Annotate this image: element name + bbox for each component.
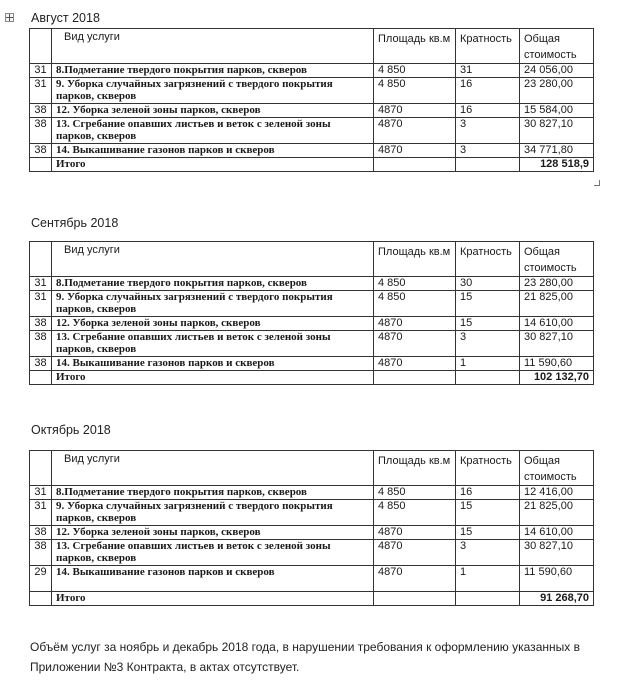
row-cost: 23 280,00 (520, 277, 594, 291)
row-service: 12. Уборка зеленой зоны парков, скверов (52, 526, 374, 540)
total-num-cell (30, 592, 52, 606)
row-service: 9. Уборка случайных загрязнений с твердого покрытия парков, скверов (52, 291, 374, 317)
period-title-october: Октябрь 2018 (31, 423, 111, 437)
total-row (30, 371, 594, 385)
total-label: Итого (52, 592, 374, 606)
row-area: 4 850 (374, 291, 456, 317)
row-num: 38 (30, 526, 52, 540)
row-service: 13. Сгребание опавших листьев и веток с зеленой зоны парков, скверов (52, 118, 374, 144)
total-row (30, 158, 594, 172)
row-area: 4870 (374, 526, 456, 540)
table-row (30, 500, 594, 526)
header-cost: Общая стоимость (520, 242, 594, 277)
header-service: Вид услуги (52, 29, 374, 64)
row-service: 12. Уборка зеленой зоны парков, скверов (52, 317, 374, 331)
row-service: 8.Подметание твердого покрытия парков, скверов (52, 486, 374, 500)
row-service: 14. Выкашивание газонов парков и скверов (52, 566, 374, 592)
row-area: 4870 (374, 317, 456, 331)
total-label: Итого (52, 371, 374, 385)
table-row (30, 277, 594, 291)
header-num-cell (30, 451, 52, 486)
table-row (30, 526, 594, 540)
header-area: Площадь кв.м (374, 451, 456, 486)
total-value: 102 132,70 (520, 371, 594, 385)
header-multiplicity: Кратность (456, 242, 520, 277)
row-num: 38 (30, 104, 52, 118)
total-value: 91 268,70 (520, 592, 594, 606)
row-cost: 12 416,00 (520, 486, 594, 500)
table-row (30, 64, 594, 78)
row-multiplicity: 15 (456, 291, 520, 317)
total-row (30, 592, 594, 606)
row-num: 31 (30, 64, 52, 78)
total-mult-cell (456, 592, 520, 606)
row-multiplicity: 15 (456, 500, 520, 526)
row-multiplicity: 3 (456, 118, 520, 144)
row-cost: 21 825,00 (520, 291, 594, 317)
header-area: Площадь кв.м (374, 29, 456, 64)
row-cost: 23 280,00 (520, 78, 594, 104)
row-num: 31 (30, 291, 52, 317)
table-row (30, 104, 594, 118)
row-multiplicity: 3 (456, 331, 520, 357)
table-row (30, 331, 594, 357)
row-cost: 30 827,10 (520, 118, 594, 144)
row-service: 9. Уборка случайных загрязнений с твердого покрытия парков, скверов (52, 78, 374, 104)
row-num: 31 (30, 486, 52, 500)
row-multiplicity: 16 (456, 78, 520, 104)
row-multiplicity: 16 (456, 104, 520, 118)
row-num: 38 (30, 118, 52, 144)
row-multiplicity: 31 (456, 64, 520, 78)
row-num: 38 (30, 540, 52, 566)
total-num-cell (30, 371, 52, 385)
row-area: 4 850 (374, 78, 456, 104)
row-num: 38 (30, 144, 52, 158)
row-area: 4870 (374, 144, 456, 158)
header-area: Площадь кв.м (374, 242, 456, 277)
row-cost: 30 827,10 (520, 331, 594, 357)
total-area-cell (374, 371, 456, 385)
row-area: 4870 (374, 118, 456, 144)
row-area: 4870 (374, 104, 456, 118)
row-cost: 14 610,00 (520, 526, 594, 540)
table-row (30, 486, 594, 500)
row-area: 4870 (374, 540, 456, 566)
row-multiplicity: 30 (456, 277, 520, 291)
services-table-september (29, 241, 594, 385)
header-cost: Общая стоимость (520, 451, 594, 486)
header-num-cell (30, 242, 52, 277)
total-label: Итого (52, 158, 374, 172)
row-area: 4870 (374, 357, 456, 371)
total-area-cell (374, 158, 456, 172)
row-multiplicity: 15 (456, 526, 520, 540)
row-service: 8.Подметание твердого покрытия парков, скверов (52, 64, 374, 78)
row-area: 4 850 (374, 277, 456, 291)
row-area: 4870 (374, 566, 456, 592)
row-service: 13. Сгребание опавших листьев и веток с зеленой зоны парков, скверов (52, 540, 374, 566)
row-num: 38 (30, 317, 52, 331)
table-header-row (30, 451, 594, 486)
footnote-text: Объём услуг за ноябрь и декабрь 2018 года, в нарушении требования к оформлению указанных в Приложении №3 Контракта, в актах отсутствует. (30, 640, 580, 674)
table-row (30, 291, 594, 317)
total-value: 128 518,9 (520, 158, 594, 172)
header-multiplicity: Кратность (456, 29, 520, 64)
row-service: 14. Выкашивание газонов парков и скверов (52, 357, 374, 371)
row-area: 4 850 (374, 64, 456, 78)
row-num: 31 (30, 78, 52, 104)
services-table-august (29, 28, 594, 172)
row-multiplicity: 16 (456, 486, 520, 500)
table-row (30, 118, 594, 144)
header-service: Вид услуги (52, 242, 374, 277)
row-multiplicity: 1 (456, 357, 520, 371)
table-row (30, 78, 594, 104)
table-row (30, 357, 594, 371)
header-multiplicity: Кратность (456, 451, 520, 486)
row-cost: 34 771,80 (520, 144, 594, 158)
header-num-cell (30, 29, 52, 64)
row-cost: 15 584,00 (520, 104, 594, 118)
table-header-row (30, 242, 594, 277)
row-multiplicity: 15 (456, 317, 520, 331)
table-row (30, 566, 594, 592)
row-service: 12. Уборка зеленой зоны парков, скверов (52, 104, 374, 118)
services-table-october (29, 450, 594, 606)
row-cost: 11 590,60 (520, 357, 594, 371)
row-num: 31 (30, 500, 52, 526)
row-service: 8.Подметание твердого покрытия парков, скверов (52, 277, 374, 291)
table-header-row (30, 29, 594, 64)
row-area: 4 850 (374, 486, 456, 500)
period-title-september: Сентябрь 2018 (31, 216, 119, 230)
header-service: Вид услуги (52, 451, 374, 486)
table-move-handle-icon[interactable] (5, 13, 14, 22)
total-area-cell (374, 592, 456, 606)
row-area: 4870 (374, 331, 456, 357)
row-multiplicity: 3 (456, 540, 520, 566)
row-service: 13. Сгребание опавших листьев и веток с зеленой зоны парков, скверов (52, 331, 374, 357)
row-num: 38 (30, 357, 52, 371)
total-mult-cell (456, 371, 520, 385)
table-row (30, 144, 594, 158)
row-cost: 30 827,10 (520, 540, 594, 566)
row-num: 29 (30, 566, 52, 592)
row-service: 9. Уборка случайных загрязнений с твердого покрытия парков, скверов (52, 500, 374, 526)
row-multiplicity: 1 (456, 566, 520, 592)
row-num: 31 (30, 277, 52, 291)
row-service: 14. Выкашивание газонов парков и скверов (52, 144, 374, 158)
header-cost: Общая стоимость (520, 29, 594, 64)
row-cost: 14 610,00 (520, 317, 594, 331)
row-multiplicity: 3 (456, 144, 520, 158)
row-cost: 11 590,60 (520, 566, 594, 592)
period-title-august: Август 2018 (31, 11, 100, 25)
row-num: 38 (30, 331, 52, 357)
table-resize-handle-icon[interactable] (594, 180, 600, 186)
total-mult-cell (456, 158, 520, 172)
table-row (30, 540, 594, 566)
row-area: 4 850 (374, 500, 456, 526)
row-cost: 21 825,00 (520, 500, 594, 526)
row-cost: 24 056,00 (520, 64, 594, 78)
table-row (30, 317, 594, 331)
total-num-cell (30, 158, 52, 172)
